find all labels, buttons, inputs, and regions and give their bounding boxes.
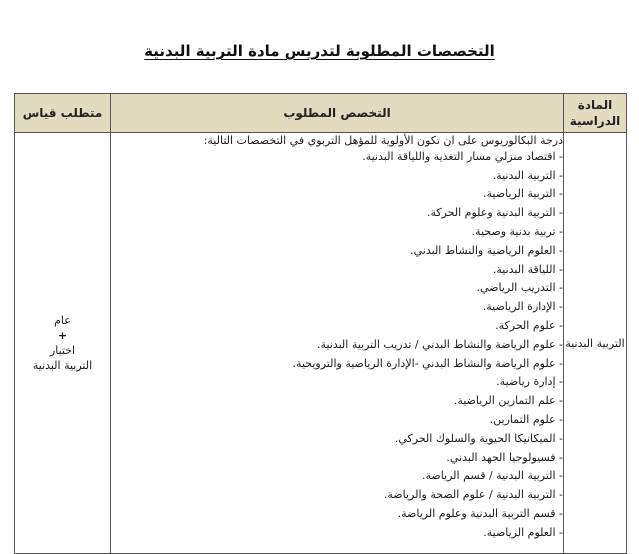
list-item: - التدريب الرياضي. [476, 281, 563, 295]
subject-cell: التربية البدنية [564, 133, 627, 554]
list-item: - التربية البدنية وعلوم الحركة. [426, 206, 563, 220]
list-item: - التربية البدنية / قسم الرياضة. [421, 469, 563, 483]
list-item: - فسيولوجيا الجهد البدني. [446, 450, 563, 464]
specialization-list [111, 149, 563, 541]
requirement-plus: + [57, 329, 68, 342]
list-item: - التربية البدنية / علوم الصحة والرياضة. [383, 488, 563, 502]
header-specialization: التخصص المطلوب [111, 94, 564, 133]
specialization-cell [111, 133, 564, 554]
requirement-test: اختبار [49, 344, 76, 357]
requirement-cell [15, 133, 111, 554]
list-item: - علوم التمارين. [489, 412, 563, 426]
list-item: - اقتصاد منزلي مسار التغذية واللياقة البدنية. [362, 149, 563, 163]
list-item: - التربية البدنية. [492, 168, 563, 182]
list-item: - علم التمارين الرياضية. [453, 394, 563, 408]
table-header-row [15, 94, 627, 133]
list-item: - اللياقة البدنية. [492, 262, 563, 276]
list-item: - علوم الرياضة والنشاط البدني -الإدارة الرياضية والترويحية. [292, 356, 563, 370]
list-item: - الإدارة الرياضية. [482, 300, 563, 314]
list-item: - تربية بدنية وصحية. [471, 224, 563, 238]
list-item: - العلوم الرياضية. [483, 525, 563, 539]
list-item: - قسم التربية البدنية وعلوم الرياضة. [397, 506, 563, 520]
table-row [15, 133, 627, 554]
requirement-general: عام [54, 314, 71, 327]
list-item: - إدارة رياضية. [496, 375, 563, 389]
list-item: - العلوم الرياضية والنشاط البدني. [410, 243, 563, 257]
header-requirement: متطلب قياس [15, 94, 111, 133]
list-item: - علوم الحركة. [495, 318, 563, 332]
page-title [0, 42, 639, 60]
specializations-table [14, 93, 627, 554]
list-item: - علوم الرياضة والنشاط البدني / تدريب التربية البدنية. [317, 337, 563, 351]
header-subject: المادة الدراسية [564, 94, 627, 133]
specialization-intro: درجة البكالوريوس على ان تكون الأولوية للمؤهل التربوي في التخصصات التالية: [203, 134, 563, 147]
page-title-text: التخصصات المطلوبة لتدريس مادة التربية البدنية [144, 42, 495, 60]
list-item: - الميكانيكا الحيوية والسلوك الحركي. [394, 431, 563, 445]
requirement-test-subject: التربية البدنية [32, 359, 93, 372]
list-item: - التربية الرياضية. [483, 187, 563, 201]
